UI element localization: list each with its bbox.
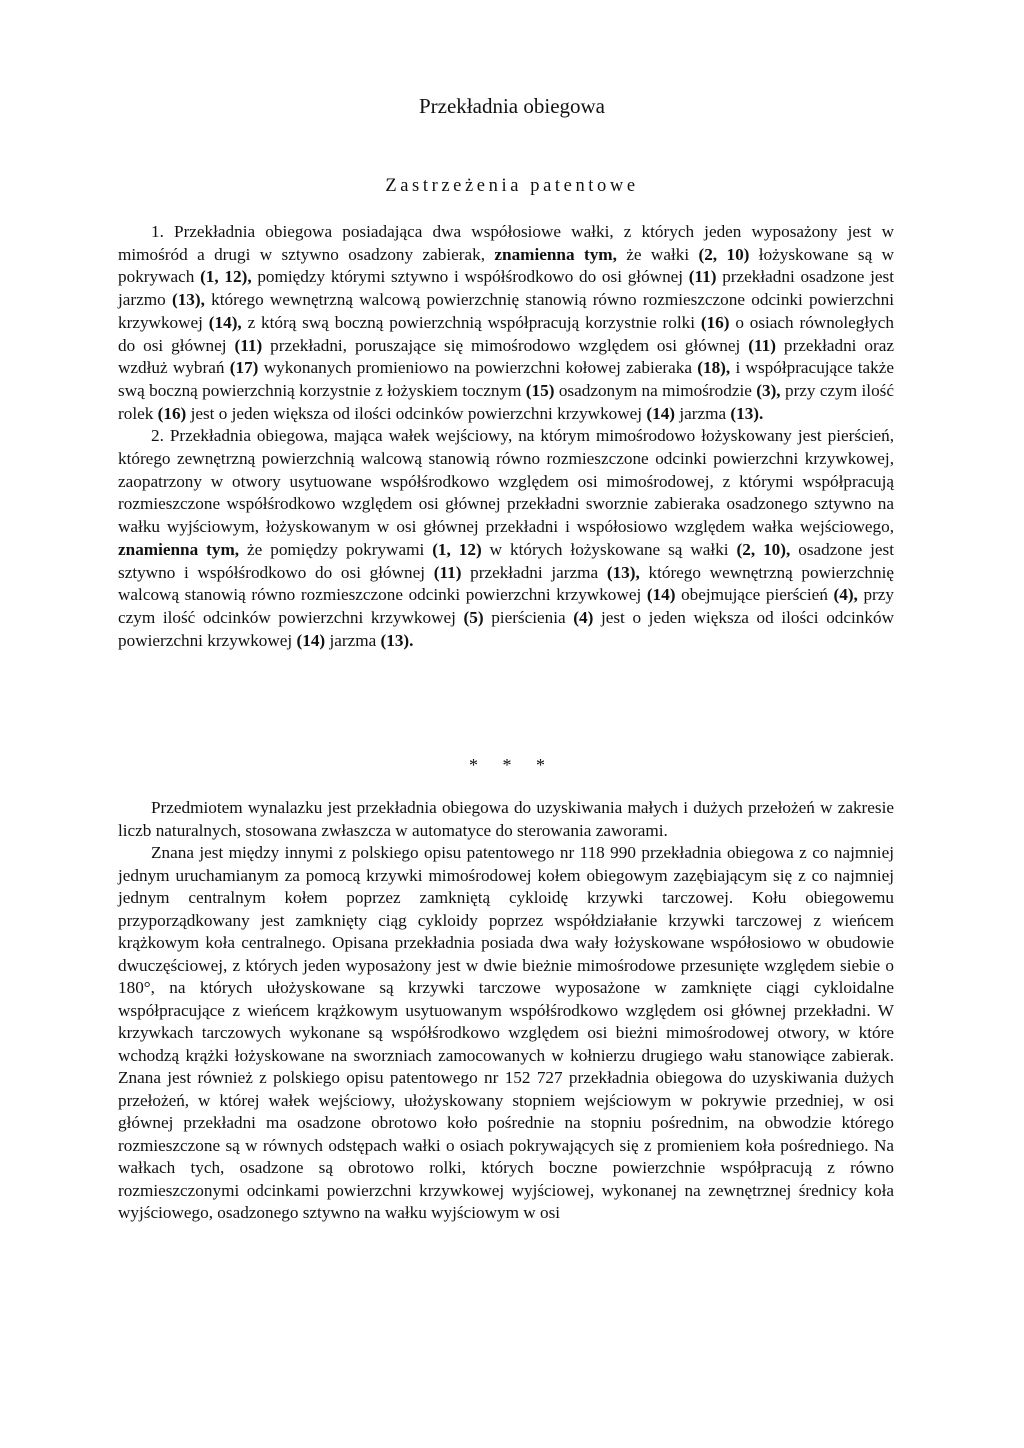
claim-reference: (1, 12) <box>432 539 482 559</box>
claim-text: jarzma <box>675 403 731 423</box>
claim-text: osadzonym na mimośrodzie <box>554 380 757 400</box>
claim-text: którego wewnętrzną powierzchnię walcową stanowią równo rozmieszczone odcinki powierzchni krzywkowej <box>118 562 894 605</box>
claim-reference: (1, 12), <box>200 267 252 287</box>
claims-heading: Zastrzeżenia patentowe <box>385 176 639 196</box>
claim-reference: (13). <box>730 403 764 423</box>
claim-reference: (4) <box>573 607 594 627</box>
claim-reference: (17) <box>229 358 259 378</box>
claim-text: że pomiędzy pokrywami <box>239 539 433 559</box>
claim-reference: (13), <box>171 290 205 310</box>
claim-reference: znamienna tym, <box>494 244 617 264</box>
description-section <box>118 797 894 1225</box>
claim-text: jarzma <box>325 630 381 650</box>
claim-reference: (16) <box>157 403 187 423</box>
claim-text: z którą swą boczną powierzchnią współpracują korzystnie rolki <box>241 312 701 332</box>
claim-text: przekładni, poruszające się mimośrodowo względem osi głównej <box>262 335 749 355</box>
claim-text: przy czym ilość odcinków powierzchni krzywkowej <box>118 585 894 627</box>
claim-reference: (13). <box>380 630 414 650</box>
page-title: Przekładnia obiegowa <box>418 94 606 118</box>
claim-text: i współpracujące także swą boczną powierzchnią korzystnie z łożyskiem tocznym <box>118 358 894 400</box>
claim-reference: (14) <box>646 403 676 423</box>
claim-reference: (16) <box>700 312 730 332</box>
claim-reference: (4), <box>833 585 858 605</box>
description-paragraph-1: Przedmiotem wynalazku jest przekładnia obiegowa do uzyskiwania małych i dużych przełożeń w zakresie liczb naturalnych, stosowana zwłaszcza w automatyce do sterowania zaworami. <box>118 798 894 840</box>
claim-text: łożyskowane są w pokrywach <box>118 244 894 287</box>
claim-text: przekładni oraz wzdłuż wybrań <box>118 335 894 378</box>
claim-reference: (11) <box>748 335 776 355</box>
claim-reference: (2, 10), <box>736 539 791 559</box>
claim-reference: (11) <box>234 335 263 355</box>
section-separator: * * * <box>469 755 555 775</box>
claim-text: przekładni osadzone jest jarzmo <box>118 267 894 310</box>
claim-reference: (2, 10) <box>698 244 750 264</box>
claim-1 <box>118 221 894 425</box>
claim-text: że wałki <box>616 244 699 264</box>
claim-text: jest o jeden większa od ilości odcinków powierzchni krzywkowej <box>118 607 894 650</box>
claim-text: w których łożyskowane są wałki <box>481 539 737 559</box>
claim-reference: (3), <box>756 380 781 400</box>
claim-text: obejmujące pierścień <box>675 585 834 605</box>
claim-text: osadzone jest sztywno i współśrodkowo do osi głównej <box>118 539 895 582</box>
claim-reference: (11) <box>433 562 462 582</box>
claims-section <box>118 221 894 652</box>
claim-reference: (18), <box>697 358 731 378</box>
claim-reference: (14), <box>208 312 242 332</box>
claim-text: 2. Przekładnia obiegowa, mająca wałek wejściowy, na którym mimośrodowo łożyskowany jest pierścień, którego zewnętrzną powierzchnią walcową stanowią równo rozmieszczone odcinki powierzchni krzywkowej, zaopatrzony w otwory usytuowane współśrodkowo względem osi mimośrodowej, z którymi współpracują rozmieszczone współśrodkowo względem osi głównej przekładni sworznie zabieraka osadzonego sztywno na wałku wyjściowym, łożyskowanym w osi głównej przekładni i współosiowo względem wałka wejściowego, <box>118 426 894 537</box>
claim-text: przy czym ilość rolek <box>118 380 894 423</box>
claim-text: o osiach równoległych do osi głównej <box>118 312 894 355</box>
claim-reference: (15) <box>525 380 555 400</box>
claim-reference: (14) <box>646 585 676 605</box>
claim-reference: (11) <box>688 267 717 287</box>
claim-text: przekładni jarzma <box>461 562 607 582</box>
claim-reference: (14) <box>296 630 326 650</box>
claim-text: jest o jeden większa od ilości odcinków powierzchni krzywkowej <box>186 403 647 423</box>
claim-text: pierścienia <box>483 607 574 627</box>
claim-text: pomiędzy którymi sztywno i współśrodkowo do osi głównej <box>251 267 689 287</box>
claim-text: wykonanych promieniowo na powierzchni kołowej zabieraka <box>258 358 698 378</box>
claim-reference: znamienna tym, <box>118 539 240 559</box>
claim-reference: (13), <box>606 562 640 582</box>
claim-text: którego wewnętrzną walcową powierzchnię stanowią równo rozmieszczone odcinki powierzchni krzywkowej <box>118 290 894 332</box>
claim-2 <box>118 425 894 652</box>
description-paragraph-2: Znana jest między innymi z polskiego opisu patentowego nr 118 990 przekładnia obiegowa z co najmniej jednym uruchamianym za pomocą krzywki mimośrodowej kołem obiegowym zazębiającym się z co najmniej jednym centralnym kołem poprzez zamkniętą cykloidę krzywki tarczowej. Kołu obiegowemu przyporządkowany jest zamknięty ciąg cykloidy poprzez współdziałanie krzywki tarczowej z wieńcem krążkowym koła centralnego. Opisana przekładnia posiada dwa wały łożyskowane współosiowo w obudowie dwuczęściowej, z których jeden wyposażony jest w dwie bieżnie mimośrodowe przesunięte względem siebie o 180°, na których ułożyskowane są krzywki tarczowe wyposażone w zamknięte ciągi cykloidalne współpracujące z wieńcem krążkowym usytuowanym współśrodkowo względem osi głównej przekładni. W krzywkach tarczowych wykonane są współśrodkowo względem osi bieżni mimośrodowej otwory, w które wchodzą krążki łożyskowane na sworzniach zamocowanych w kołnierzu drugiego wału stanowiące zabierak. Znana jest również z polskiego opisu patentowego nr 152 727 przekładnia obiegowa do uzyskiwania dużych przełożeń, w której wałek wejściowy, ułożyskowany stopniem wejściowym w pokrywie przedniej, w osi głównej przekładni ma osadzone obrotowo koło pośrednie na stopniu pośrednim, na obwodzie którego rozmieszczone są w równych odstępach wałki o osiach pokrywających się z promieniem koła pośredniego. Na wałkach tych, osadzone są obrotowo rolki, których boczne powierzchnie współpracują z równo rozmieszczonymi odcinkami powierzchni krzywkowej wyjściowej, wykonanej na zewnętrznej średnicy koła wyjściowego, osadzonego sztywno na wałku wyjściowym w osi <box>118 843 894 1222</box>
claim-text: 1. Przekładnia obiegowa posiadająca dwa współosiowe wałki, z których jeden wyposażony jest w mimośród a drugi w sztywno osadzony zabierak, <box>118 222 894 264</box>
claim-reference: (5) <box>463 607 484 627</box>
